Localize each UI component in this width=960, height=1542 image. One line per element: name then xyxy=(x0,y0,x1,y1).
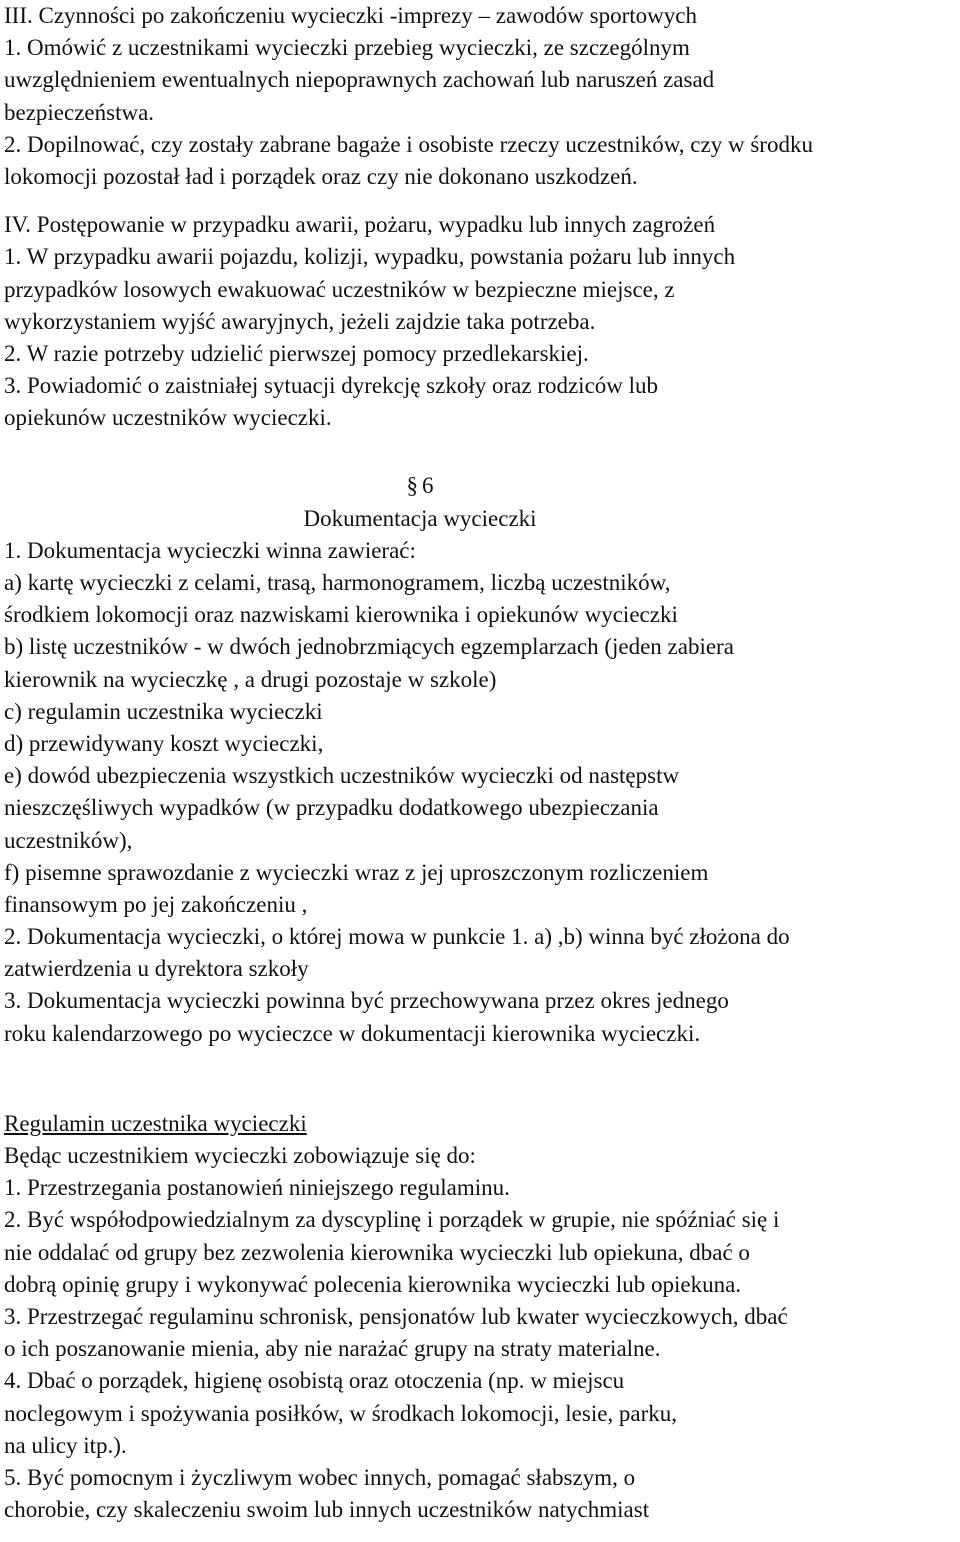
text-line: noclegowym i spożywania posiłków, w środkach lokomocji, lesie, parku, xyxy=(4,1400,678,1426)
text-line: bezpieczeństwa. xyxy=(4,99,155,125)
text-line: c) regulamin uczestnika wycieczki xyxy=(4,698,323,724)
text-line: 2. Dopilnować, czy zostały zabrane bagaże i osobiste rzeczy uczestników, czy w środku xyxy=(4,131,813,157)
section-iv xyxy=(4,209,956,434)
section-heading: III. Czynności po zakończeniu wycieczki -imprezy – zawodów sportowych xyxy=(4,3,697,28)
paragraph-symbol: § xyxy=(406,473,418,499)
section-iii xyxy=(4,0,956,193)
text-line: roku kalendarzowego po wycieczce w dokumentacji kierownika wycieczki. xyxy=(4,1020,701,1046)
text-line: 1. Przestrzegania postanowień niniejszego regulaminu. xyxy=(4,1175,510,1201)
text-line: e) dowód ubezpieczenia wszystkich uczestników wycieczki od następstw xyxy=(4,763,680,789)
text-line: dobrą opinię grupy i wykonywać polecenia kierownika wycieczki lub opiekuna. xyxy=(4,1271,742,1297)
regulamin-heading: Regulamin uczestnika wycieczki xyxy=(4,1110,307,1136)
regulamin-section xyxy=(4,1108,956,1526)
text-line: 1. Omówić z uczestnikami wycieczki przebieg wycieczki, ze szczególnym xyxy=(4,35,690,61)
text-line: przypadków losowych ewakuować uczestników w bezpieczne miejsce, z xyxy=(4,276,675,302)
text-line: nieszczęśliwych wypadków (w przypadku dodatkowego ubezpieczania xyxy=(4,795,659,821)
text-line: 2. W razie potrzeby udzielić pierwszej pomocy przedlekarskiej. xyxy=(4,340,589,366)
text-line: 4. Dbać o porządek, higienę osobistą oraz otoczenia (np. w miejscu xyxy=(4,1368,625,1394)
paragraph-number-value: 6 xyxy=(422,473,434,499)
text-line: 3. Dokumentacja wycieczki powinna być przechowywana przez okres jednego xyxy=(4,988,729,1014)
text-line: chorobie, czy skaleczeniu swoim lub innych uczestników natychmiast xyxy=(4,1497,650,1523)
text-line: wykorzystaniem wyjść awaryjnych, jeżeli zajdzie taka potrzeba. xyxy=(4,308,596,334)
text-line: finansowym po jej zakończeniu , xyxy=(4,891,308,917)
text-line: kierownik na wycieczkę , a drugi pozostaje w szkole) xyxy=(4,666,497,692)
text-line: 2. Dokumentacja wycieczki, o której mowa w punkcie 1. a) ,b) winna być złożona do xyxy=(4,924,790,950)
text-line: 5. Być pomocnym i życzliwym wobec innych, pomagać słabszym, o xyxy=(4,1464,636,1490)
paragraph-number xyxy=(4,470,956,502)
text-line: b) listę uczestników - w dwóch jednobrzmiących egzemplarzach (jeden zabiera xyxy=(4,634,734,660)
spacer xyxy=(4,434,956,470)
paragraph-6 xyxy=(4,470,956,1049)
text-line: środkiem lokomocji oraz nazwiskami kierownika i opiekunów wycieczki xyxy=(4,602,678,628)
text-line: na ulicy itp.). xyxy=(4,1432,127,1458)
document-page xyxy=(4,0,956,1526)
text-line: zatwierdzenia u dyrektora szkoły xyxy=(4,956,309,982)
text-line: d) przewidywany koszt wycieczki, xyxy=(4,730,324,756)
text-line: f) pisemne sprawozdanie z wycieczki wraz z jej uproszczonym rozliczeniem xyxy=(4,859,709,885)
text-line: Będąc uczestnikiem wycieczki zobowiązuje się do: xyxy=(4,1143,476,1168)
spacer xyxy=(4,193,956,209)
text-line: 1. W przypadku awarii pojazdu, kolizji, wypadku, powstania pożaru lub innych xyxy=(4,244,736,270)
section-heading: IV. Postępowanie w przypadku awarii, pożaru, wypadku lub innych zagrożeń xyxy=(4,212,716,238)
text-line: 3. Przestrzegać regulaminu schronisk, pensjonatów lub kwater wycieczkowych, dbać xyxy=(4,1303,788,1329)
text-line: o ich poszanowanie mienia, aby nie narażać grupy na straty materialne. xyxy=(4,1336,661,1362)
text-line: lokomocji pozostał ład i porządek oraz czy nie dokonano uszkodzeń. xyxy=(4,163,638,189)
text-line: uwzględnieniem ewentualnych niepoprawnych zachowań lub naruszeń zasad xyxy=(4,67,715,93)
text-line: uczestników), xyxy=(4,827,133,853)
text-line: opiekunów uczestników wycieczki. xyxy=(4,405,332,431)
text-line: 2. Być współodpowiedzialnym za dyscyplinę i porządek w grupie, nie spóźniać się i xyxy=(4,1207,780,1233)
text-line: 3. Powiadomić o zaistniałej sytuacji dyrekcję szkoły oraz rodziców lub xyxy=(4,373,659,399)
text-line: 1. Dokumentacja wycieczki winna zawierać: xyxy=(4,537,416,563)
text-line: nie oddalać od grupy bez zezwolenia kierownika wycieczki lub opiekuna, dbać o xyxy=(4,1239,750,1265)
text-line: a) kartę wycieczki z celami, trasą, harmonogramem, liczbą uczestników, xyxy=(4,570,671,595)
spacer xyxy=(4,1050,956,1108)
paragraph-title: Dokumentacja wycieczki xyxy=(303,505,537,531)
